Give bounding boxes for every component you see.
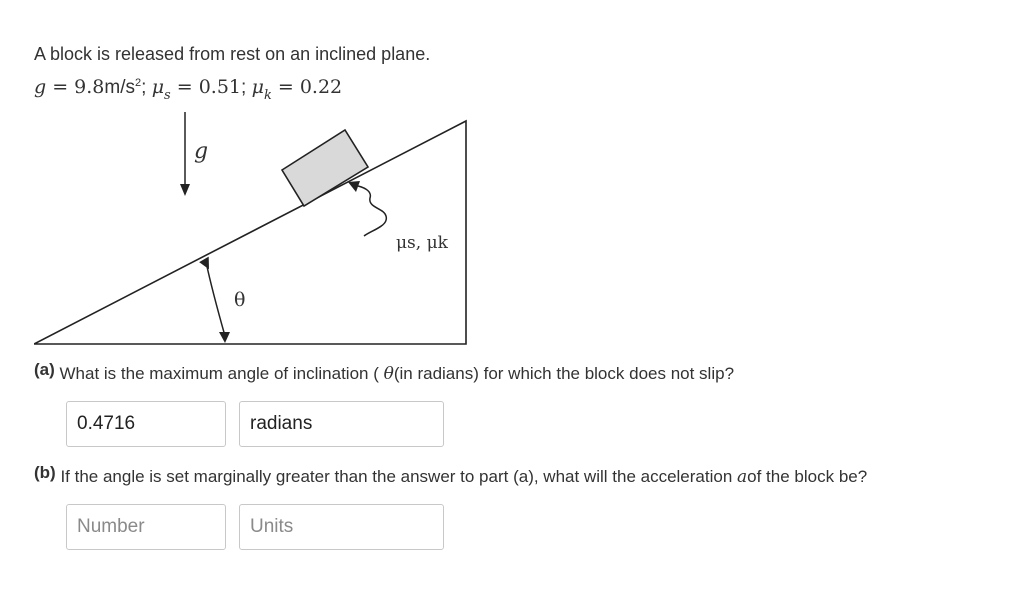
part-a-suffix: (in radians) for which the block does not slip? bbox=[393, 364, 735, 383]
mu-s-subscript: s bbox=[164, 88, 171, 103]
g-unit: m/s bbox=[104, 77, 135, 98]
incline-diagram bbox=[34, 108, 474, 348]
friction-pointer-icon bbox=[348, 181, 386, 236]
part-b-number-input[interactable]: Number bbox=[66, 504, 226, 550]
part-b-label: (b) bbox=[34, 463, 56, 482]
mu-s-symbol: μ bbox=[151, 76, 165, 98]
part-b-suffix: of the block be? bbox=[747, 467, 868, 486]
part-b-a-symbol: a bbox=[737, 467, 748, 487]
g-value: = 9.8 bbox=[46, 76, 105, 98]
g-unit-exponent: 2 bbox=[135, 77, 142, 89]
part-b-prefix: If the angle is set marginally greater than the answer to part (a), what will the acceleration bbox=[55, 467, 738, 486]
separator: ; bbox=[241, 77, 252, 98]
gravity-arrow-icon bbox=[180, 112, 190, 196]
mu-k-value: = 0.22 bbox=[271, 76, 343, 98]
part-a-prefix: What is the maximum angle of inclination ( bbox=[54, 364, 384, 383]
part-a-label: (a) bbox=[34, 360, 55, 379]
g-symbol: g bbox=[34, 76, 47, 98]
angle-label: θ bbox=[234, 289, 246, 311]
mu-s-value: = 0.51 bbox=[170, 76, 242, 98]
part-a-theta: θ bbox=[383, 364, 394, 384]
mu-k-subscript: k bbox=[263, 88, 272, 103]
question-b bbox=[34, 463, 868, 487]
gravity-label: g bbox=[194, 139, 209, 164]
friction-label: μs, μk bbox=[396, 233, 448, 253]
part-a-units-input[interactable]: radians bbox=[239, 401, 444, 447]
angle-arc-icon bbox=[199, 257, 230, 343]
part-b-units-input[interactable]: Units bbox=[239, 504, 444, 550]
separator: ; bbox=[141, 77, 152, 98]
problem-intro: A block is released from rest on an inclined plane. bbox=[34, 44, 431, 64]
part-a-answer-input[interactable]: 0.4716 bbox=[66, 401, 226, 447]
mu-k-symbol: μ bbox=[251, 76, 264, 98]
question-a bbox=[34, 360, 735, 384]
given-values bbox=[34, 76, 343, 103]
